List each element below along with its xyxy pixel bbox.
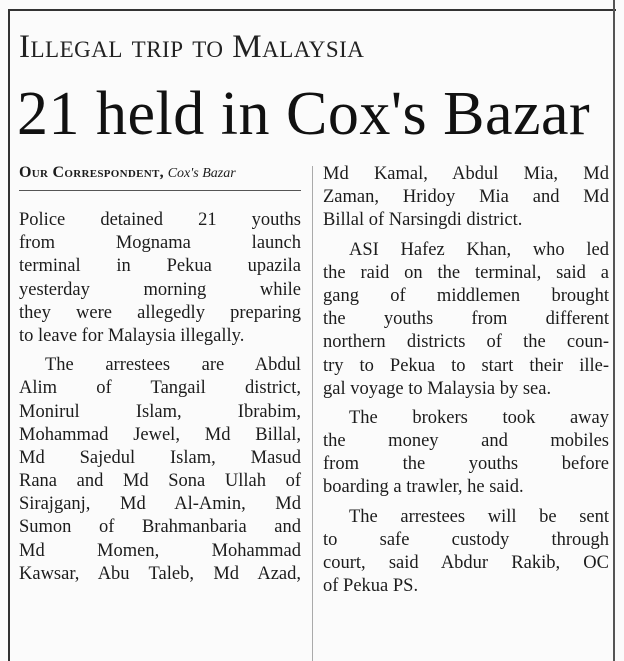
right-border-rule [613, 0, 615, 661]
text-line: Alim of Tangail district, [19, 378, 301, 399]
column-divider [312, 166, 313, 661]
text-line: Sumon of Brahmanbaria and [19, 517, 301, 538]
article-kicker: Illegal trip to Malaysia [19, 29, 365, 65]
right-column-body [323, 163, 609, 598]
text-line: Zaman, Hridoy Mia and Md [323, 187, 609, 208]
byline-name: Our Correspondent, [19, 164, 164, 181]
text-line: Md Momen, Mohammad [19, 540, 301, 561]
text-line: Mohammad Jewel, Md Billal, [19, 424, 301, 445]
text-line: Kawsar, Abu Taleb, Md Azad, [19, 563, 301, 584]
text-line: The brokers took away [349, 407, 609, 428]
text-line: ASI Hafez Khan, who led [349, 239, 609, 260]
text-line: Billal of Narsingdi district. [323, 210, 523, 231]
text-line: Md Kamal, Abdul Mia, Md [323, 164, 609, 184]
left-text-column [19, 163, 301, 586]
text-line: The arrestees will be sent [349, 506, 609, 527]
top-border-rule [8, 9, 616, 11]
text-line: the raid on the terminal, said a [323, 262, 609, 283]
text-line: try to Pekua to start their ille- [323, 355, 609, 376]
text-line: Rana and Md Sona Ullah of [19, 471, 301, 492]
text-line: northern districts of the coun- [323, 332, 609, 353]
text-line: Sirajganj, Md Al-Amin, Md [19, 494, 301, 515]
text-line: to safe custody through [323, 529, 609, 550]
text-line: from Mognama launch [19, 233, 301, 254]
text-line: gal voyage to Malaysia by sea. [323, 378, 552, 399]
text-line: Police detained 21 youths [19, 210, 301, 230]
text-line: Md Sajedul Islam, Masud [19, 447, 301, 468]
text-line: gang of middlemen brought [323, 285, 609, 306]
text-line: terminal in Pekua upazila [19, 256, 301, 277]
article-headline: 21 held in Cox's Bazar [17, 80, 591, 148]
text-line: the youths from different [323, 309, 609, 330]
text-line: they were allegedly preparing [19, 302, 301, 323]
byline-place: Cox's Bazar [167, 166, 236, 181]
text-line: court, said Abdur Rakib, OC [323, 553, 609, 573]
text-line: yesterday morning while [19, 279, 301, 300]
text-line: of Pekua PS. [323, 576, 419, 597]
text-line: Monirul Islam, Ibrabim, [19, 401, 301, 422]
left-border-rule [8, 9, 10, 661]
text-line: boarding a trawler, he said. [323, 477, 524, 498]
right-text-column [323, 163, 609, 598]
left-column-body [19, 209, 301, 586]
text-line: from the youths before [323, 454, 609, 475]
text-line: to leave for Malaysia illegally. [19, 325, 245, 346]
byline [19, 163, 301, 191]
text-line: The arrestees are Abdul [45, 355, 301, 376]
text-line: the money and mobiles [323, 431, 609, 452]
